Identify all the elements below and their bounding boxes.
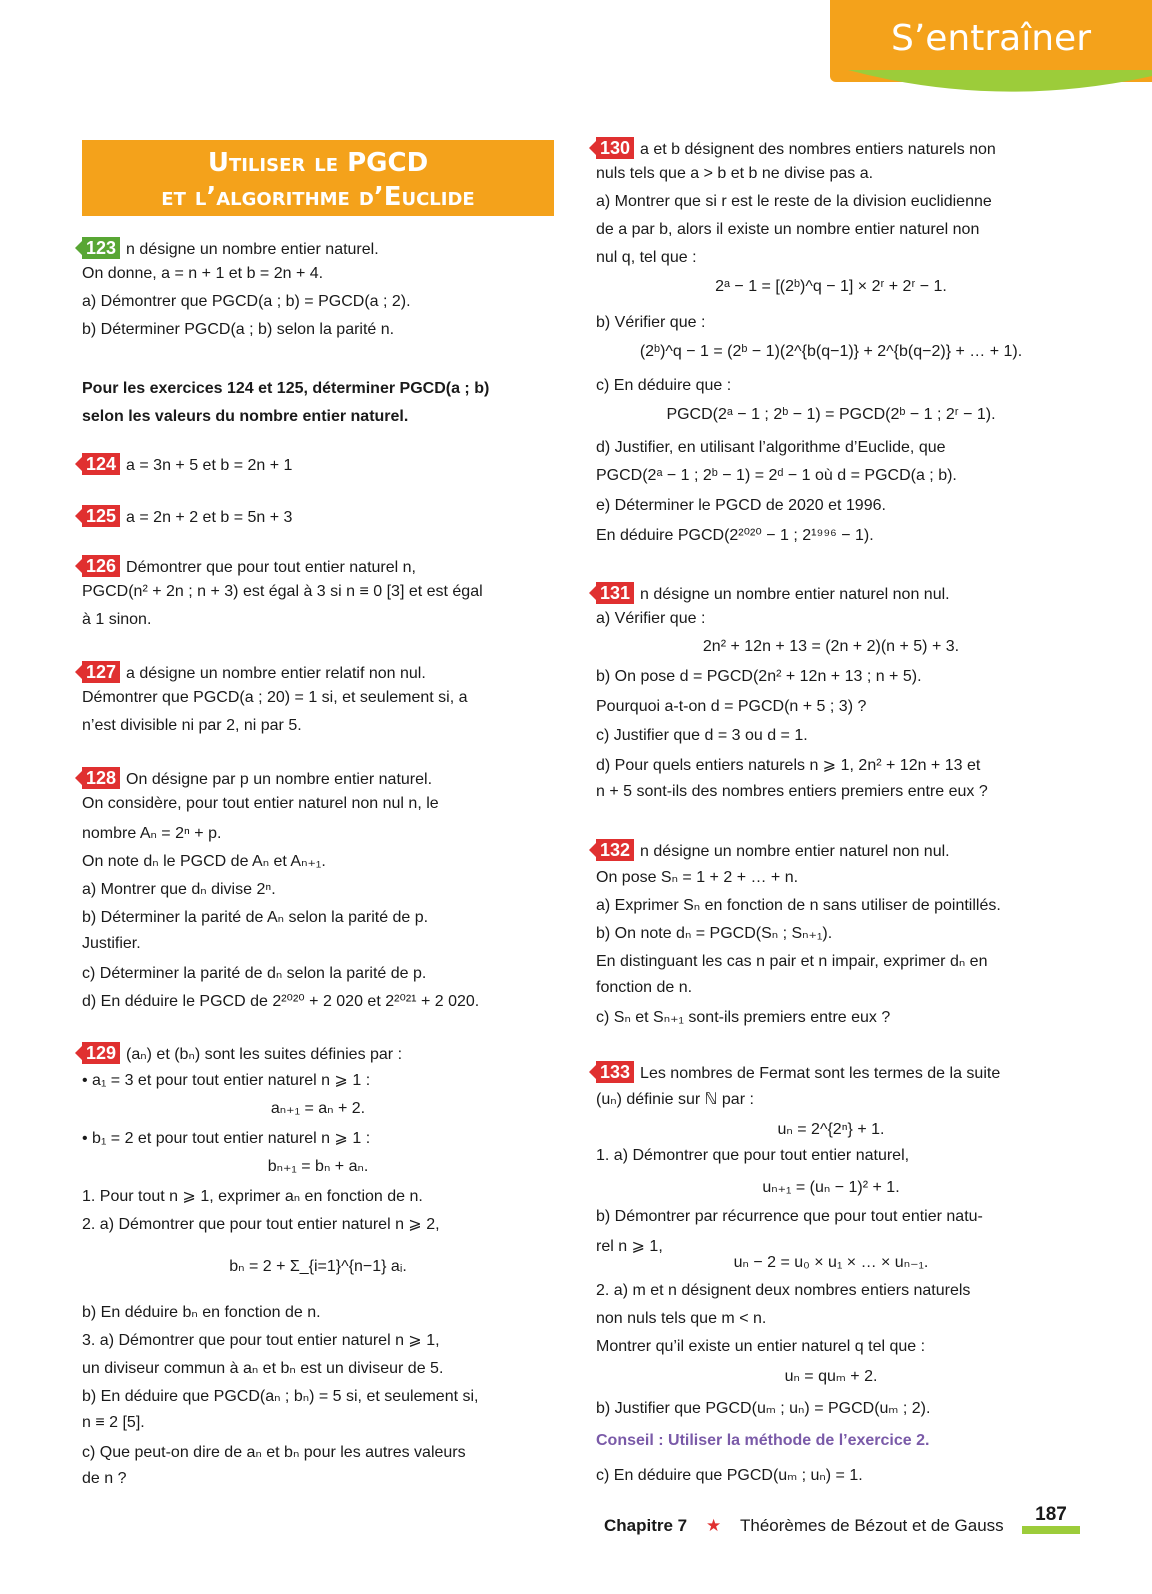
exercise-129-line-4: bₙ₊₁ = bₙ + aₙ. [267,1158,369,1175]
exercise-130-line-6: b) Vérifier que : [596,314,706,331]
exercise-128-line-1: On considère, pour tout entier naturel non nul n, le [82,795,439,812]
exercise-number-129: 129 [82,1042,120,1064]
exercise-130-line-2: a) Montrer que si r est le reste de la division euclidienne [596,193,992,210]
exercise-133-line-2: uₙ = 2^{2ⁿ} + 1. [777,1121,885,1138]
exercise-133-line-9: non nuls tels que m < n. [596,1310,767,1327]
page-number: 187 [1035,1504,1067,1525]
exercise-129-line-10: un diviseur commun à aₙ et bₙ est un diviseur de 5. [82,1360,444,1377]
exercise-133-line-8: 2. a) m et n désignent deux nombres entiers naturels [596,1282,971,1299]
exercise-133-line-4: uₙ₊₁ = (uₙ − 1)² + 1. [762,1179,900,1196]
footer-star-icon: ★ [706,1516,722,1535]
exercise-129-line-7: bₙ = 2 + Σ_{i=1}^{n−1} aᵢ. [229,1258,407,1275]
exercise-number-132: 132 [596,839,634,861]
exercise-132-line-6: c) Sₙ et Sₙ₊₁ sont-ils premiers entre eux ? [596,1009,891,1026]
exercise-130-line-13: En déduire PGCD(2²⁰²⁰ − 1 ; 2¹⁹⁹⁶ − 1). [596,527,874,544]
exercise-number-123: 123 [82,237,120,259]
exercise-126-line-2: à 1 sinon. [82,611,152,628]
exercise-127-line-1: Démontrer que PGCD(a ; 20) = 1 si, et seulement si, a [82,689,468,706]
exercise-131-line-1: a) Vérifier que : [596,610,706,627]
section-title-line2: et l’algorithme d’Euclide [161,182,475,212]
exercise-126-line-0: 126 Démontrer que pour tout entier naturel n, [82,555,416,577]
exercise-number-126: 126 [82,555,120,577]
exercise-132-line-3: b) On note dₙ = PGCD(Sₙ ; Sₙ₊₁). [596,925,833,942]
exercise-129-line-9: 3. a) Démontrer que pour tout entier naturel n ⩾ 1, [82,1332,440,1349]
exercise-128-line-6: Justifier. [82,935,141,952]
exercise-127-line-2: n’est divisible ni par 2, ni par 5. [82,717,302,734]
exercise-130-line-1: nuls tels que a > b et b ne divise pas a. [596,165,874,182]
exercise-126-line-1: PGCD(n² + 2n ; n + 3) est égal à 3 si n ≡ 0 [3] et est égal [82,583,483,600]
exercise-128-line-3: On note dₙ le PGCD de Aₙ et Aₙ₊₁. [82,853,326,870]
exercise-133-line-14: c) En déduire que PGCD(uₘ ; uₙ) = 1. [596,1467,863,1484]
exercise-number-131: 131 [596,582,634,604]
exercise-133-line-1: (uₙ) définie sur ℕ par : [596,1091,754,1108]
exercise-130-line-0: 130 a et b désignent des nombres entiers naturels non [596,137,996,159]
exercise-number-124: 124 [82,453,120,475]
exercise-number-125: 125 [82,505,120,527]
exercise-130-line-7: (2ᵇ)^q − 1 = (2ᵇ − 1)(2^{b(q−1)} + 2^{b(q−2)} + … + 1). [639,343,1023,360]
exercise-129-line-2: aₙ₊₁ = aₙ + 2. [270,1100,366,1117]
exercise-number-130: 130 [596,137,634,159]
exercise-129-line-12: n ≡ 2 [5]. [82,1414,145,1431]
exercise-130-line-10: d) Justifier, en utilisant l’algorithme d’Euclide, que [596,439,946,456]
exercise-130-line-9: PGCD(2ᵃ − 1 ; 2ᵇ − 1) = PGCD(2ᵇ − 1 ; 2ʳ − 1). [666,406,996,423]
exercise-130-line-4: nul q, tel que : [596,249,697,266]
exercise-130-line-8: c) En déduire que : [596,377,732,394]
exercise-123-line-1: On donne, a = n + 1 et b = 2n + 4. [82,265,324,282]
exercise-number-127: 127 [82,661,120,683]
exercise-125: 125 a = 2n + 2 et b = 5n + 3 [82,505,292,527]
exercise-129-line-5: 1. Pour tout n ⩾ 1, exprimer aₙ en fonction de n. [82,1188,423,1205]
exercise-123-line-3: b) Déterminer PGCD(a ; b) selon la parité n. [82,321,395,338]
exercise-128-line-0: 128 On désigne par p un nombre entier naturel. [82,767,432,789]
exercise-132-line-0: 132 n désigne un nombre entier naturel non nul. [596,839,950,861]
exercise-123-line-2: a) Démontrer que PGCD(a ; b) = PGCD(a ; 2). [82,293,411,310]
exercise-133-line-11: uₙ = quₘ + 2. [784,1368,878,1385]
exercise-130-line-5: 2ᵃ − 1 = [(2ᵇ)^q − 1] × 2ʳ + 2ʳ − 1. [715,278,947,295]
exercise-129-line-1: • a₁ = 3 et pour tout entier naturel n ⩾ 1 : [82,1072,371,1089]
exercise-129-line-11: b) En déduire que PGCD(aₙ ; bₙ) = 5 si, et seulement si, [82,1388,479,1405]
exercise-129-line-14: de n ? [82,1470,127,1487]
instruction-line-1: selon les valeurs du nombre entier naturel. [82,408,409,425]
exercise-131-line-2: 2n² + 12n + 13 = (2n + 2)(n + 5) + 3. [702,638,960,655]
exercise-number-133: 133 [596,1061,634,1083]
footer-chapter: Chapitre 7 [604,1516,688,1535]
exercise-132-line-1: On pose Sₙ = 1 + 2 + … + n. [596,869,799,886]
exercise-129-line-8: b) En déduire bₙ en fonction de n. [82,1304,321,1321]
exercise-123-line-0: 123 n désigne un nombre entier naturel. [82,237,379,259]
exercise-129-line-6: 2. a) Démontrer que pour tout entier naturel n ⩾ 2, [82,1216,440,1233]
exercise-131-line-0: 131 n désigne un nombre entier naturel non nul. [596,582,950,604]
section-title-line1: Utiliser le PGCD [207,148,429,178]
exercise-128-line-2: nombre Aₙ = 2ⁿ + p. [82,825,222,842]
exercise-132-line-5: fonction de n. [596,979,693,996]
section-title-box [82,140,554,216]
exercise-130-line-11: PGCD(2ᵃ − 1 ; 2ᵇ − 1) = 2ᵈ − 1 où d = PGCD(a ; b). [596,467,957,484]
exercise-130-line-12: e) Déterminer le PGCD de 2020 et 1996. [596,497,886,514]
exercise-128-line-8: d) En déduire le PGCD de 2²⁰²⁰ + 2 020 et 2²⁰²¹ + 2 020. [82,993,480,1010]
exercise-132-line-4: En distinguant les cas n pair et n impair, exprimer dₙ en [596,953,988,970]
exercise-133-line-7: uₙ − 2 = u₀ × u₁ × … × uₙ₋₁. [733,1254,929,1271]
exercise-124: 124 a = 3n + 5 et b = 2n + 1 [82,453,292,475]
exercise-129-line-3: • b₁ = 2 et pour tout entier naturel n ⩾ 1 : [82,1130,371,1147]
exercise-133-conseil: Conseil : Utiliser la méthode de l’exercice 2. [596,1432,930,1449]
exercise-133-line-12: b) Justifier que PGCD(uₘ ; uₙ) = PGCD(uₘ ; 2). [596,1400,931,1417]
exercise-128-line-4: a) Montrer que dₙ divise 2ⁿ. [82,881,276,898]
exercise-131-line-3: b) On pose d = PGCD(2n² + 12n + 13 ; n + 5). [596,668,922,685]
exercise-132-line-2: a) Exprimer Sₙ en fonction de n sans utiliser de pointillés. [596,897,1001,914]
exercise-number-128: 128 [82,767,120,789]
exercise-130-line-3: de a par b, alors il existe un nombre entier naturel non [596,221,980,238]
exercise-127-line-0: 127 a désigne un nombre entier relatif non nul. [82,661,426,683]
exercise-133-line-5: b) Démontrer par récurrence que pour tout entier natu- [596,1208,983,1225]
banner-swoosh [848,70,1152,104]
exercise-129-line-0: 129 (aₙ) et (bₙ) sont les suites définies par : [82,1042,402,1064]
banner-title: S’entraîner [890,18,1091,59]
footer-chapter-title: Théorèmes de Bézout et de Gauss [740,1516,1004,1535]
exercise-133-line-0: 133 Les nombres de Fermat sont les termes de la suite [596,1061,1000,1083]
instruction-line-0: Pour les exercices 124 et 125, déterminer PGCD(a ; b) [82,380,490,397]
exercise-129-line-13: c) Que peut-on dire de aₙ et bₙ pour les autres valeurs [82,1444,466,1461]
exercise-131-line-4: Pourquoi a-t-on d = PGCD(n + 5 ; 3) ? [596,698,867,715]
exercise-128-line-5: b) Déterminer la parité de Aₙ selon la parité de p. [82,909,429,926]
exercise-131-line-5: c) Justifier que d = 3 ou d = 1. [596,727,808,744]
page-number-bar [1022,1526,1080,1534]
exercise-128-line-7: c) Déterminer la parité de dₙ selon la parité de p. [82,965,427,982]
exercise-131-line-6: d) Pour quels entiers naturels n ⩾ 1, 2n² + 12n + 13 et [596,757,981,774]
exercise-133-line-3: 1. a) Démontrer que pour tout entier naturel, [596,1147,910,1164]
exercise-133-line-10: Montrer qu’il existe un entier naturel q tel que : [596,1338,926,1355]
exercise-131-line-7: n + 5 sont-ils des nombres entiers premiers entre eux ? [596,783,988,800]
exercise-133-line-6: rel n ⩾ 1, [596,1238,663,1255]
